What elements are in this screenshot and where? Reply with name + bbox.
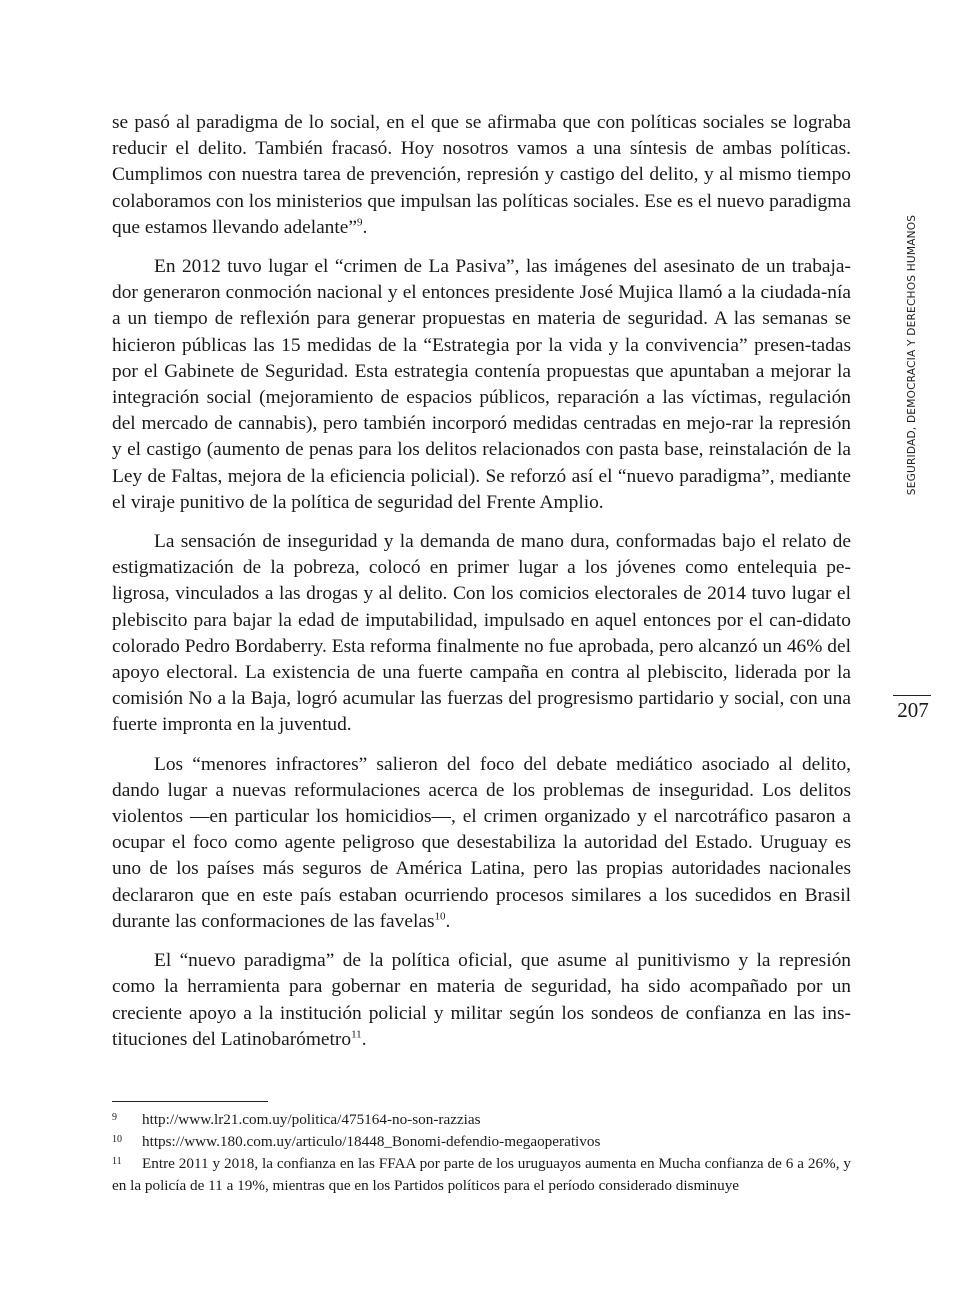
paragraph-3: La sensación de inseguridad y la demanda de mano dura, conformadas bajo el relato de estigmatización de la pobreza, colocó en primer lugar a los jóvenes como entelequia pe-ligrosa, vinculados a las drogas y al delito. Con los comicios electorales de 2014 tuvo lugar el plebiscito para bajar la edad de imputabilidad, impulsado en aquel entonces por el can-didato colorado Pedro Bordaberry. Esta reforma finalmente no fue aprobada, pero alcanzó un 46% del apoyo electoral. La existencia de una fuerte campaña en contra al plebiscito, liderada por la comisión No a la Baja, logró acumular las fuerzas del progresismo partidario y social, con una fuerte impronta en la juventud. (112, 531, 851, 736)
body-text (112, 110, 851, 1066)
paragraph-2: En 2012 tuvo lugar el “crimen de La Pasiva”, las imágenes del asesinato de un trabaja-dor generaron conmoción nacional y el entonces presidente José Mujica llamó a la ciudada-nía a un tiempo de reflexión para generar propuestas en materia de seguridad. A las semanas se hicieron públicas las 15 medidas de la “Estrategia por la vida y la convivencia” presen-tadas por el Gabinete de Seguridad. Esta estrategia contenía propuestas que apuntaban a mejorar la integración social (mejoramiento de espacios públicos, reparación a las víctimas, regulación del mercado de cannabis), pero también incorporó medidas centradas en mejo-rar la represión y el castigo (aumento de penas para los delitos relacionados con pasta base, reinstalación de la Ley de Faltas, mejora de la eficiencia policial). Se reforzó así el “nuevo paradigma”, mediante el viraje punitivo de la política de seguridad del Frente Amplio. (112, 256, 851, 513)
footnote-ref-11[interactable]: 11 (351, 1028, 362, 1041)
page-number-divider (893, 695, 931, 696)
footnote-text: Entre 2011 y 2018, la confianza en las FFAA por parte de los uruguayos aumenta en Mucha confianza de 6 a 26%, y en la policía de 11 a 19%, mientras que en los Partidos políticos para el período considerado disminuye (112, 1155, 851, 1194)
footnote-number: 9 (112, 1112, 117, 1123)
running-head-text: SEGURIDAD, DEMOCRACIA Y DERECHOS HUMANOS (906, 214, 918, 496)
footnote-ref-9[interactable]: 9 (356, 216, 363, 229)
page-number: 207 (897, 698, 929, 722)
footnote-link[interactable]: http://www.lr21.com.uy/politica/475164-no-son-razzias (142, 1111, 481, 1128)
paragraph-5: El “nuevo paradigma” de la política oficial, que asume al punitivismo y la represión como la herramienta para gobernar en materia de seguridad, ha sido acompañado por un creciente apoyo a la institución policial y militar según los sondeos de confianza en las ins-tituciones del Latinobarómetro$^{11}$. (112, 950, 851, 1050)
footnote-number: 11 (112, 1156, 122, 1167)
paragraph-4: Los “menores infractores” salieron del foco del debate mediático asociado al delito, dando lugar a nuevas reformulaciones acerca de los problemas de inseguridad. Los delitos violentos —en particular los homicidios—, el crimen organizado y el narcotráfico pasaron a ocupar el foco como agente peligroso que desestabiliza la autoridad del Estado. Uruguay es uno de los países más seguros de América Latina, pero las propias autoridades nacionales declararon que en este país estaban ocurriendo procesos similares a los sucedidos en Brasil durante las conformaciones de las favelas$^{10}$. (112, 753, 851, 932)
footnote-10 (112, 1131, 851, 1153)
footnote-divider (112, 1101, 268, 1102)
running-head (898, 200, 926, 510)
footnote-number: 10 (112, 1134, 122, 1145)
footnotes (112, 1109, 851, 1197)
footnote-11 (112, 1153, 851, 1197)
paragraph-1: se pasó al paradigma de lo social, en el que se afirmaba que con políticas sociales se lograba reducir el delito. También fracasó. Hoy nosotros vamos a una síntesis de ambas políticas. Cumplimos con nuestra tarea de prevención, represión y castigo del delito, y al mismo tiempo colaboramos con los ministerios que impulsan las políticas sociales. Ese es el nuevo paradigma que estamos llevando adelante”$^9$. (112, 112, 851, 238)
footnote-link[interactable]: https://www.180.com.uy/articulo/18448_Bonomi-defendio-megaoperativos (142, 1133, 601, 1150)
footnote-9 (112, 1109, 851, 1131)
footnote-ref-10[interactable]: 10 (434, 910, 446, 923)
